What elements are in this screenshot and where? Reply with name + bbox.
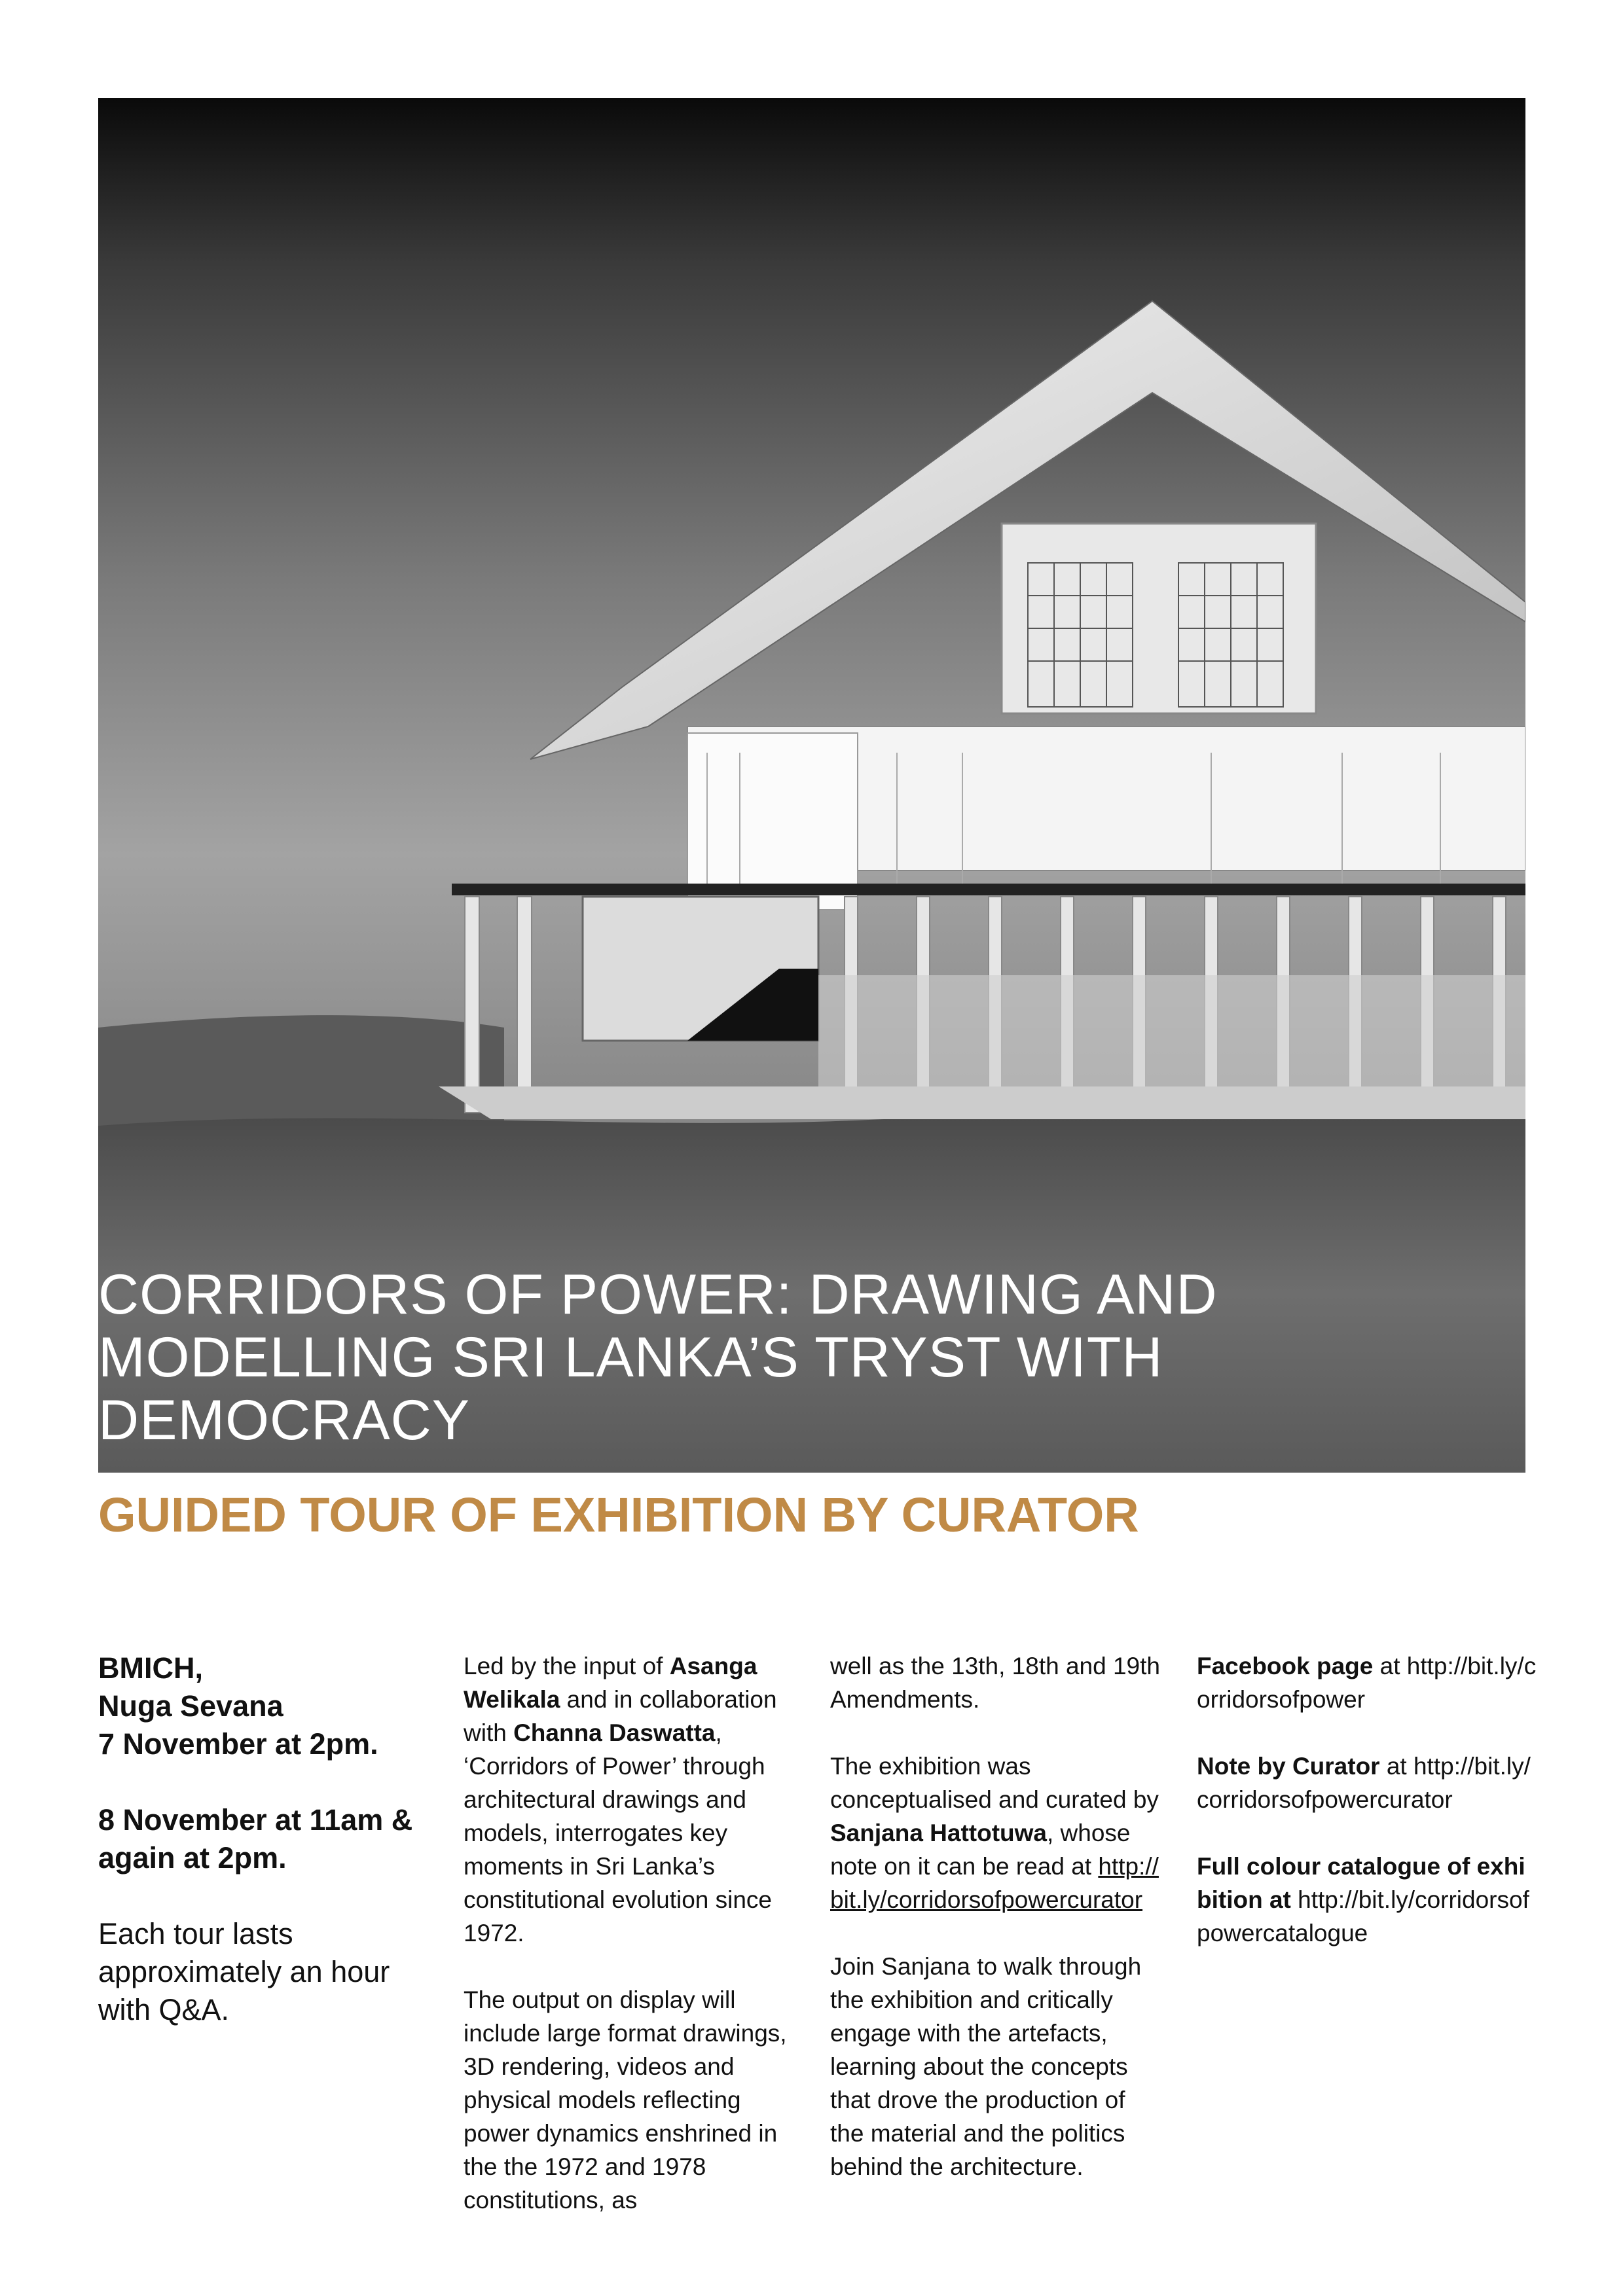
person-name-channa: Channa Daswatta <box>513 1719 716 1746</box>
curator-note-link[interactable]: http://bit.ly/corridorsofpowercurator <box>830 1853 1159 1913</box>
intro-paragraph <box>464 1649 797 1950</box>
event-subtitle: GUIDED TOUR OF EXHIBITION BY CURATOR <box>98 1488 1139 1542</box>
venue-name: BMICH, <box>98 1651 203 1685</box>
title-line-1: CORRIDORS OF POWER: DRAWING AND <box>98 1263 1218 1326</box>
event-details-column <box>98 1649 432 2067</box>
catalogue-link[interactable]: http://bit.ly/corridorsofpowercatalogue <box>1197 1886 1529 1946</box>
exhibition-title <box>98 1263 1473 1452</box>
tour-duration: Each tour lasts approximately an hour with Q&A. <box>98 1917 390 2026</box>
person-name-sanjana: Sanjana Hattotuwa <box>830 1820 1047 1846</box>
date-1: 7 November at 2pm. <box>98 1727 378 1761</box>
intro-text-a: Led by the input of <box>464 1653 670 1679</box>
curator-note-label: Note by Curator <box>1197 1753 1380 1780</box>
title-line-3: DEMOCRACY <box>98 1389 471 1452</box>
title-line-2: MODELLING SRI LANKA’S TRYST WITH <box>98 1326 1163 1389</box>
date-2-line-2: again at 2pm. <box>98 1841 287 1874</box>
curator-note-url[interactable]: at http://bit.ly/corridorsofpowercurator <box>1197 1753 1531 1813</box>
venue-location: Nuga Sevana <box>98 1689 283 1723</box>
facebook-link[interactable]: at http://bit.ly/corridorsofpower <box>1197 1653 1537 1713</box>
intro-text-b: and in collaboration with <box>464 1686 777 1746</box>
date-2 <box>98 1801 432 1877</box>
venue <box>98 1649 432 1725</box>
curator-text-b: , whose note on it can be read at <box>830 1820 1131 1880</box>
facebook-label: Facebook page <box>1197 1653 1374 1679</box>
date-2-line-1: 8 November at 11am & <box>98 1803 413 1837</box>
description-column-2 <box>830 1649 1164 2217</box>
description-column-1 <box>464 1649 797 2250</box>
amendments-paragraph: well as the 13th, 18th and 19th Amendments. <box>830 1653 1160 1713</box>
output-paragraph: The output on display will include large format drawings, 3D rendering, videos and physical models reflecting power dynamics enshrined in the the 1972 and 1978 constitutions, as <box>464 1986 787 2214</box>
curator-text-a: The exhibition was conceptualised and curated by <box>830 1753 1159 1813</box>
person-name-asanga: Asanga Welikala <box>464 1653 757 1713</box>
links-column <box>1197 1649 1537 1983</box>
catalogue-label: Full colour catalogue of exhibition at <box>1197 1853 1525 1913</box>
intro-text-c: , ‘Corridors of Power’ through architectural drawings and models, interrogates key moments in Sri Lanka’s constitutional evolution since 1972. <box>464 1719 773 1946</box>
walkthrough-paragraph: Join Sanjana to walk through the exhibition and critically engage with the artefacts, learning about the concepts that drove the production of the material and the politics behind the architecture. <box>830 1953 1142 2180</box>
catalogue-paragraph <box>1197 1850 1537 1950</box>
curator-paragraph <box>830 1749 1164 1916</box>
curator-note-paragraph <box>1197 1749 1537 1816</box>
facebook-link-paragraph <box>1197 1649 1537 1716</box>
